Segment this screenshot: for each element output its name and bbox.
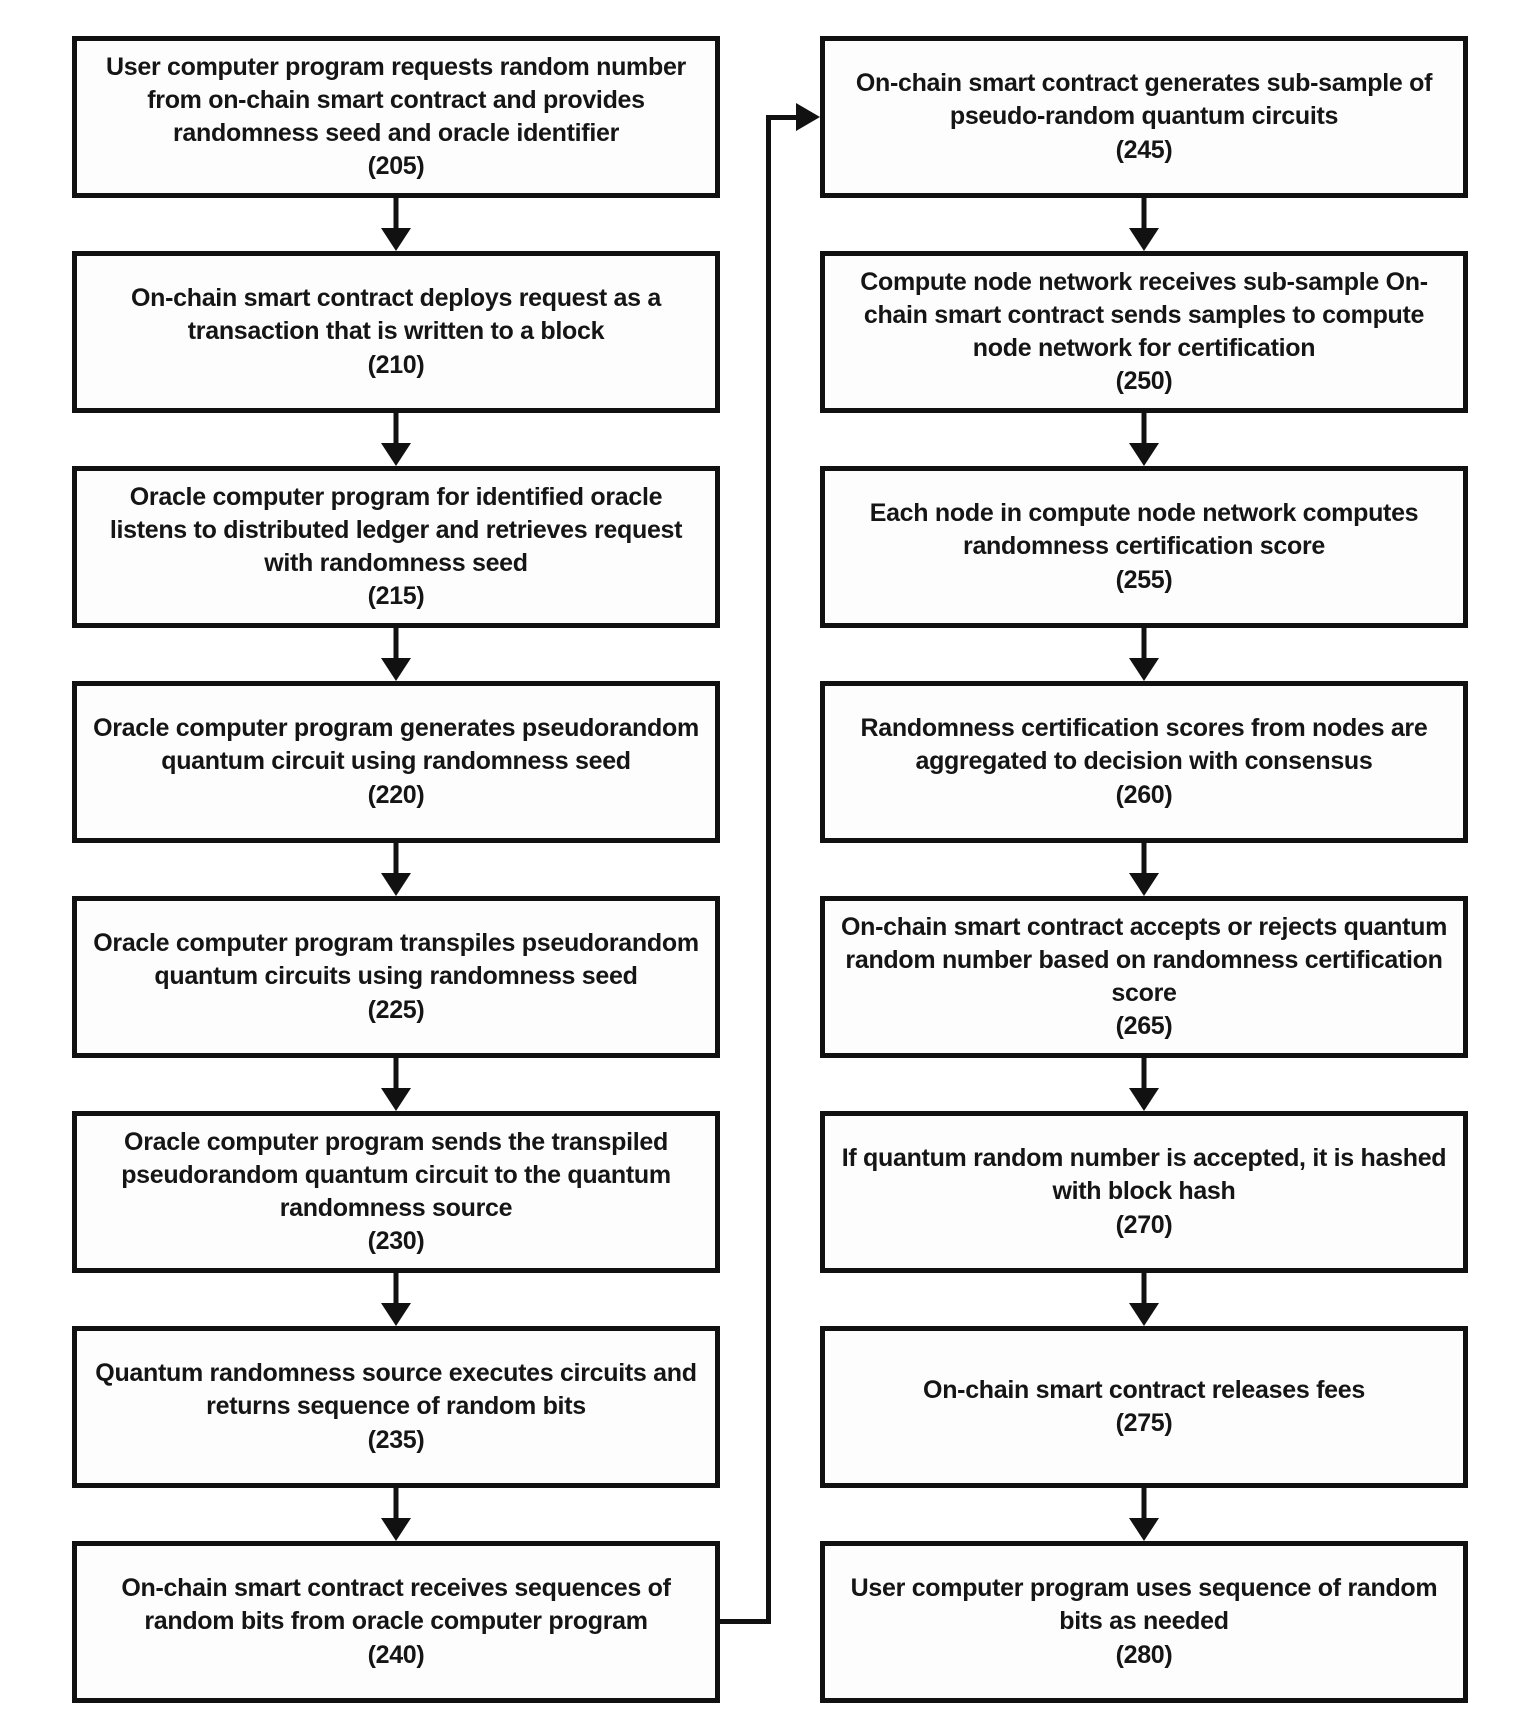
down-arrow-icon [72,1273,720,1326]
box-210-ref: (210) [367,350,425,379]
box-280 [820,1541,1468,1703]
box-280-ref: (280) [1115,1640,1173,1669]
box-205 [72,36,720,198]
box-260-ref: (260) [1115,780,1173,809]
box-215 [72,466,720,628]
box-220-ref: (220) [367,780,425,809]
box-230-ref: (230) [367,1227,425,1256]
box-235 [72,1326,720,1488]
box-250-ref: (250) [1115,367,1173,396]
box-280-text: User computer program uses sequence of random bits as needed [850,1574,1438,1636]
connector-240-to-245-vertical [766,115,771,1624]
box-245 [820,36,1468,198]
box-270-ref: (270) [1115,1210,1173,1239]
box-205-text: User computer program requests random number from on-chain smart contract and provides randomness seed and oracle identifier [106,52,686,147]
down-arrow-icon [820,843,1468,896]
box-220 [72,681,720,843]
box-265 [820,896,1468,1058]
box-215-ref: (215) [367,582,425,611]
box-255-ref: (255) [1115,565,1173,594]
box-215-text: Oracle computer program for identified oracle listens to distributed ledger and retrieves request with randomness seed [109,482,683,577]
box-230-text: Oracle computer program sends the transpiled pseudorandom quantum circuit to the quantum randomness source [121,1127,671,1222]
down-arrow-icon [72,843,720,896]
box-225-text: Oracle computer program transpiles pseudorandom quantum circuits using randomness seed [93,929,699,991]
box-270-text: If quantum random number is accepted, it is hashed with block hash [841,1144,1447,1206]
down-arrow-icon [72,413,720,466]
down-arrow-icon [72,1058,720,1111]
box-240-ref: (240) [367,1640,425,1669]
down-arrow-icon [820,1058,1468,1111]
box-245-ref: (245) [1115,135,1173,164]
box-250 [820,251,1468,413]
down-arrow-icon [820,413,1468,466]
box-275 [820,1326,1468,1488]
box-230 [72,1111,720,1273]
box-270 [820,1111,1468,1273]
flowchart-left-column [72,36,720,1703]
connector-240-to-245-horizontal [766,115,797,120]
box-220-text: Oracle computer program generates pseudorandom quantum circuit using randomness seed [93,714,699,776]
down-arrow-icon [820,628,1468,681]
flowchart-right-column [820,36,1468,1703]
down-arrow-icon [72,198,720,251]
box-265-text: On-chain smart contract accepts or rejects quantum random number based on randomness certification score [841,912,1448,1007]
box-255-text: Each node in compute node network computes randomness certification score [869,499,1419,561]
box-235-text: Quantum randomness source executes circuits and returns sequence of random bits [95,1359,697,1421]
box-225-ref: (225) [367,995,425,1024]
box-205-ref: (205) [367,152,425,181]
box-245-text: On-chain smart contract generates sub-sample of pseudo-random quantum circuits [855,69,1433,131]
down-arrow-icon [72,1488,720,1541]
box-210 [72,251,720,413]
box-260 [820,681,1468,843]
down-arrow-icon [820,1273,1468,1326]
box-275-ref: (275) [1115,1409,1173,1437]
box-235-ref: (235) [367,1425,425,1454]
box-260-text: Randomness certification scores from nodes are aggregated to decision with consensus [860,714,1428,776]
down-arrow-icon [820,1488,1468,1541]
box-275-text: On-chain smart contract releases fees [923,1375,1365,1404]
down-arrow-icon [820,198,1468,251]
box-265-ref: (265) [1115,1012,1173,1041]
box-240 [72,1541,720,1703]
box-255 [820,466,1468,628]
box-240-text: On-chain smart contract receives sequences of random bits from oracle computer program [121,1574,671,1636]
right-arrow-icon [796,103,820,131]
box-250-text: Compute node network receives sub-sample On-chain smart contract sends samples to compute node network for certification [860,267,1428,362]
box-225 [72,896,720,1058]
connector-240-to-245-stub [718,1619,770,1624]
box-210-text: On-chain smart contract deploys request as a transaction that is written to a block [130,284,662,346]
down-arrow-icon [72,628,720,681]
